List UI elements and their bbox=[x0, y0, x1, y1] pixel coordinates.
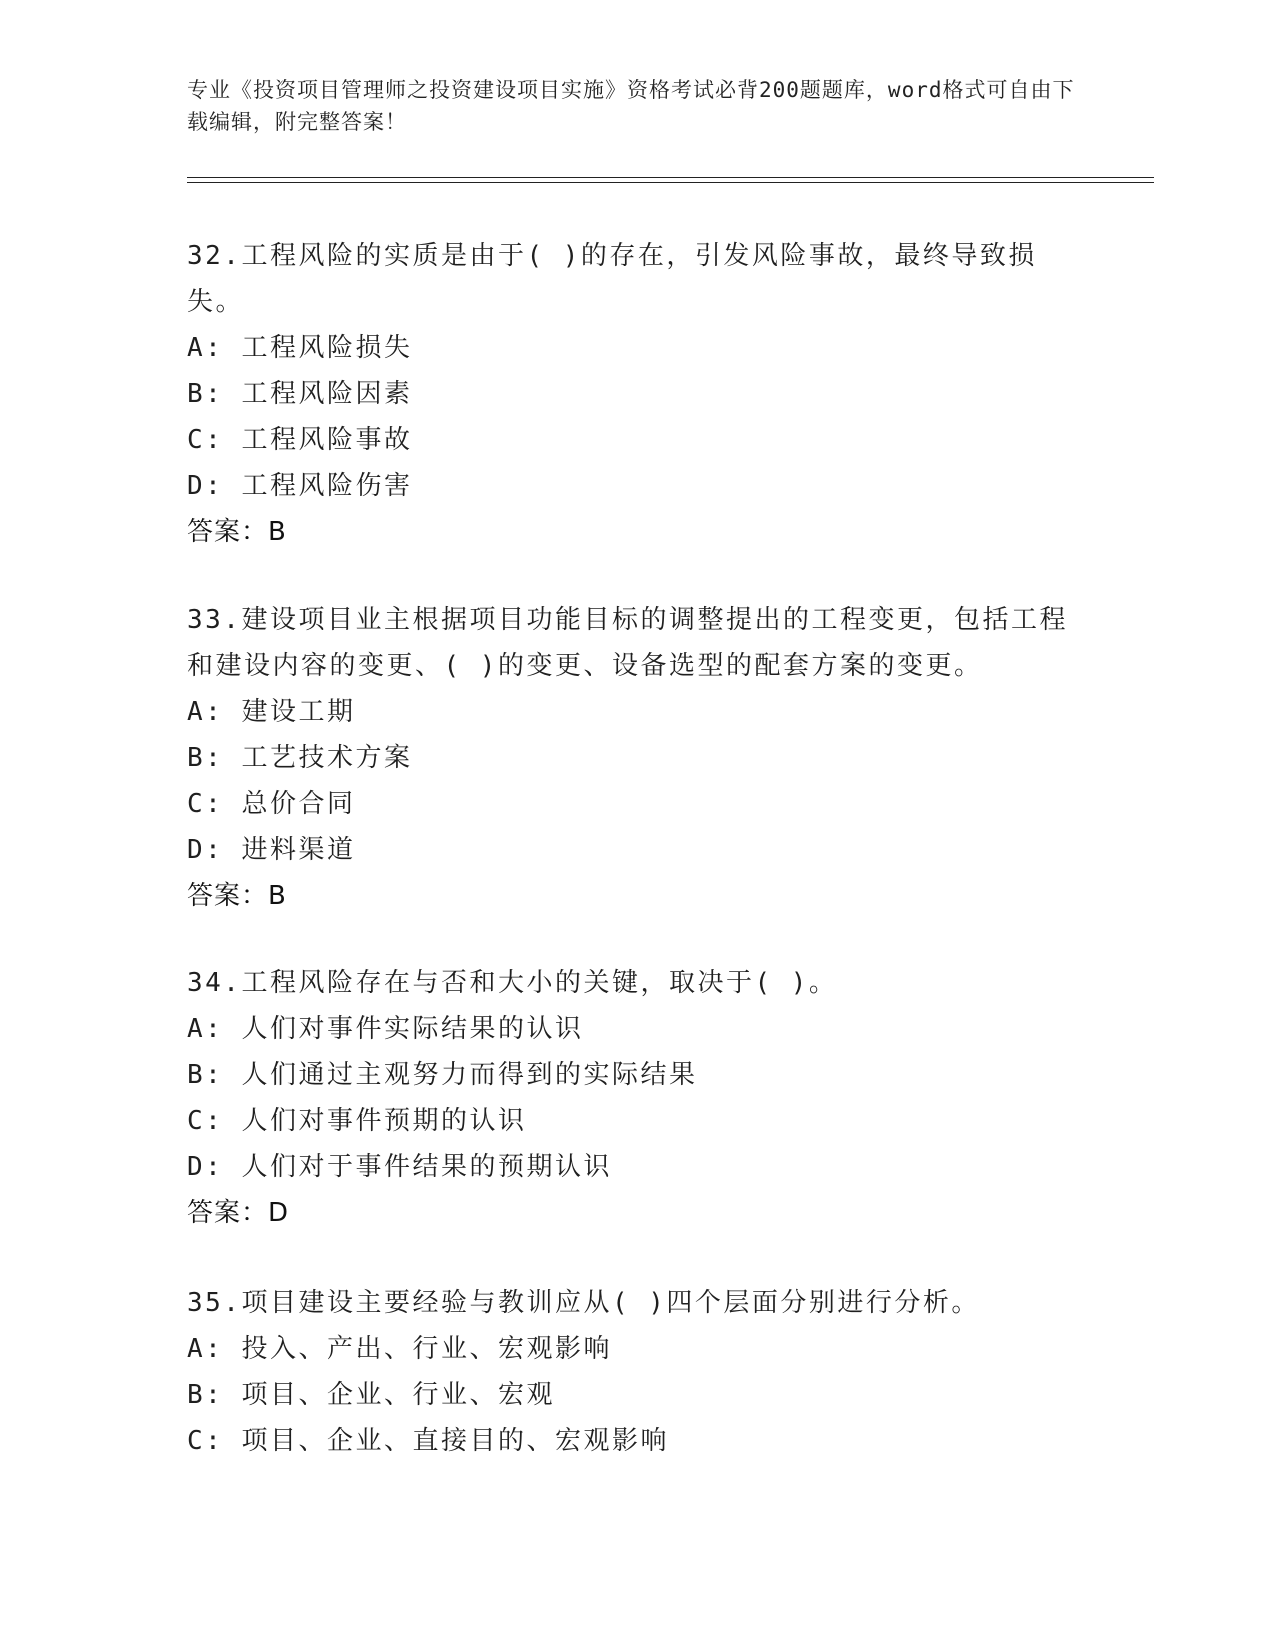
answer: 答案：D bbox=[187, 1198, 290, 1228]
option-c: C: 工程风险事故 bbox=[187, 425, 413, 455]
option-d: D: 人们对于事件结果的预期认识 bbox=[187, 1152, 612, 1182]
answer: 答案：B bbox=[187, 517, 287, 547]
document-header: 专业《投资项目管理师之投资建设项目实施》资格考试必背200题题库，word格式可自由下载编辑，附完整答案！ bbox=[187, 78, 1075, 134]
option-a: A: 建设工期 bbox=[187, 697, 356, 727]
option-a: A: 人们对事件实际结果的认识 bbox=[187, 1014, 584, 1044]
question-34 bbox=[187, 960, 1087, 1236]
header-divider-bottom bbox=[187, 182, 1154, 183]
option-a: A: 投入、产出、行业、宏观影响 bbox=[187, 1334, 612, 1364]
option-d: D: 进料渠道 bbox=[187, 835, 356, 865]
option-c: C: 总价合同 bbox=[187, 789, 356, 819]
header-divider-top bbox=[187, 177, 1154, 178]
question-stem: 33.建设项目业主根据项目功能目标的调整提出的工程变更，包括工程和建设内容的变更、( )的变更、设备选型的配套方案的变更。 bbox=[187, 605, 1068, 681]
option-b: B: 项目、企业、行业、宏观 bbox=[187, 1380, 555, 1410]
question-33 bbox=[187, 597, 1087, 919]
option-b: B: 工艺技术方案 bbox=[187, 743, 413, 773]
option-b: B: 人们通过主观努力而得到的实际结果 bbox=[187, 1060, 698, 1090]
question-35 bbox=[187, 1280, 1087, 1464]
answer: 答案：B bbox=[187, 881, 287, 911]
option-b: B: 工程风险因素 bbox=[187, 379, 413, 409]
option-c: C: 项目、企业、直接目的、宏观影响 bbox=[187, 1426, 669, 1456]
question-stem: 34.工程风险存在与否和大小的关键，取决于( )。 bbox=[187, 968, 838, 998]
option-c: C: 人们对事件预期的认识 bbox=[187, 1106, 527, 1136]
question-stem: 35.项目建设主要经验与教训应从( )四个层面分别进行分析。 bbox=[187, 1288, 980, 1318]
option-d: D: 工程风险伤害 bbox=[187, 471, 413, 501]
option-a: A: 工程风险损失 bbox=[187, 333, 413, 363]
question-32 bbox=[187, 233, 1087, 555]
question-stem: 32.工程风险的实质是由于( )的存在，引发风险事故，最终导致损失。 bbox=[187, 241, 1037, 317]
